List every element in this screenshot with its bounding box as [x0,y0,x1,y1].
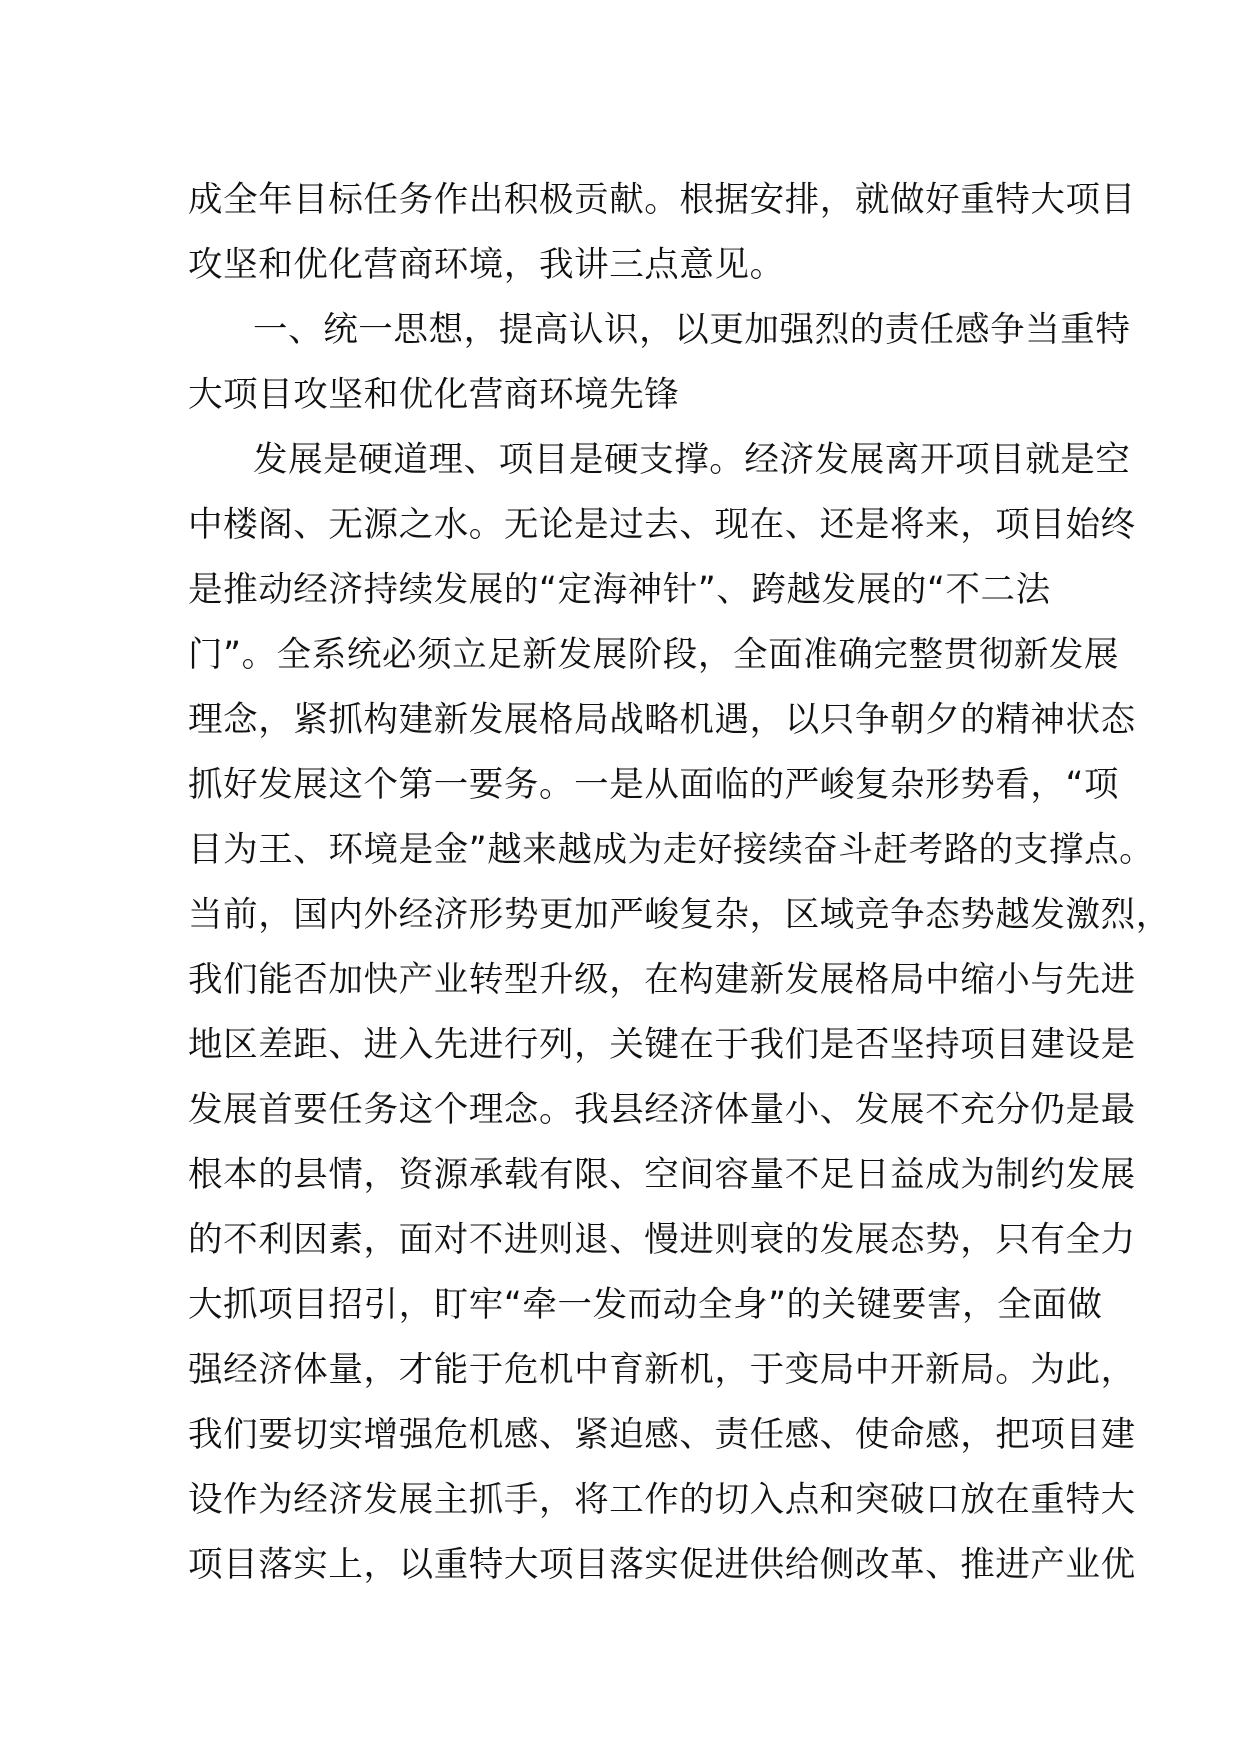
text-line: 我们能否加快产业转型升级，在构建新发展格局中缩小与先进 [188,960,1136,1000]
text-line: 是推动经济持续发展的“定海神针”、跨越发展的“不二法 [188,570,1051,610]
text-line: 强经济体量，才能于危机中育新机，于变局中开新局。为此， [188,1350,1136,1390]
text-line: 目为王、环境是金”越来越成为走好接续奋斗赶考路的支撑点。 [188,830,1155,870]
text-line: 根本的县情，资源承载有限、空间容量不足日益成为制约发展 [188,1155,1136,1195]
text-line: 我们要切实增强危机感、紧迫感、责任感、使命感，把项目建 [188,1415,1136,1455]
text-line: 理念，紧抓构建新发展格局战略机遇，以只争朝夕的精神状态 [188,700,1136,740]
text-line: 当前，国内外经济形势更加严峻复杂，区域竞争态势越发激烈， [188,895,1171,935]
text-line: 地区差距、进入先进行列，关键在于我们是否坚持项目建设是 [188,1025,1136,1065]
paragraph-start-line: 发展是硬道理、项目是硬支撑。经济发展离开项目就是空 [253,440,1131,480]
text-line: 的不利因素，面对不进则退、慢进则衰的发展态势，只有全力 [188,1220,1136,1260]
section-heading-line: 大项目攻坚和优化营商环境先锋 [188,375,680,415]
text-line: 设作为经济发展主抓手，将工作的切入点和突破口放在重特大 [188,1480,1136,1520]
text-line: 中楼阁、无源之水。无论是过去、现在、还是将来，项目始终 [188,505,1136,545]
text-line: 发展首要任务这个理念。我县经济体量小、发展不充分仍是最 [188,1090,1136,1130]
text-line: 攻坚和优化营商环境，我讲三点意见。 [188,245,785,285]
section-heading-line: 一、统一思想，提高认识，以更加强烈的责任感争当重特 [253,310,1131,350]
text-line: 抓好发展这个第一要务。一是从面临的严峻复杂形势看，“项 [188,765,1120,805]
text-line: 大抓项目招引，盯牢“牵一发而动全身”的关键要害，全面做 [188,1285,1103,1325]
text-line: 门”。全系统必须立足新发展阶段，全面准确完整贯彻新发展 [188,635,1120,675]
body-text [188,168,1171,1598]
text-line: 成全年目标任务作出积极贡献。根据安排，就做好重特大项目 [188,180,1136,220]
text-line: 项目落实上，以重特大项目落实促进供给侧改革、推进产业优 [188,1545,1136,1585]
